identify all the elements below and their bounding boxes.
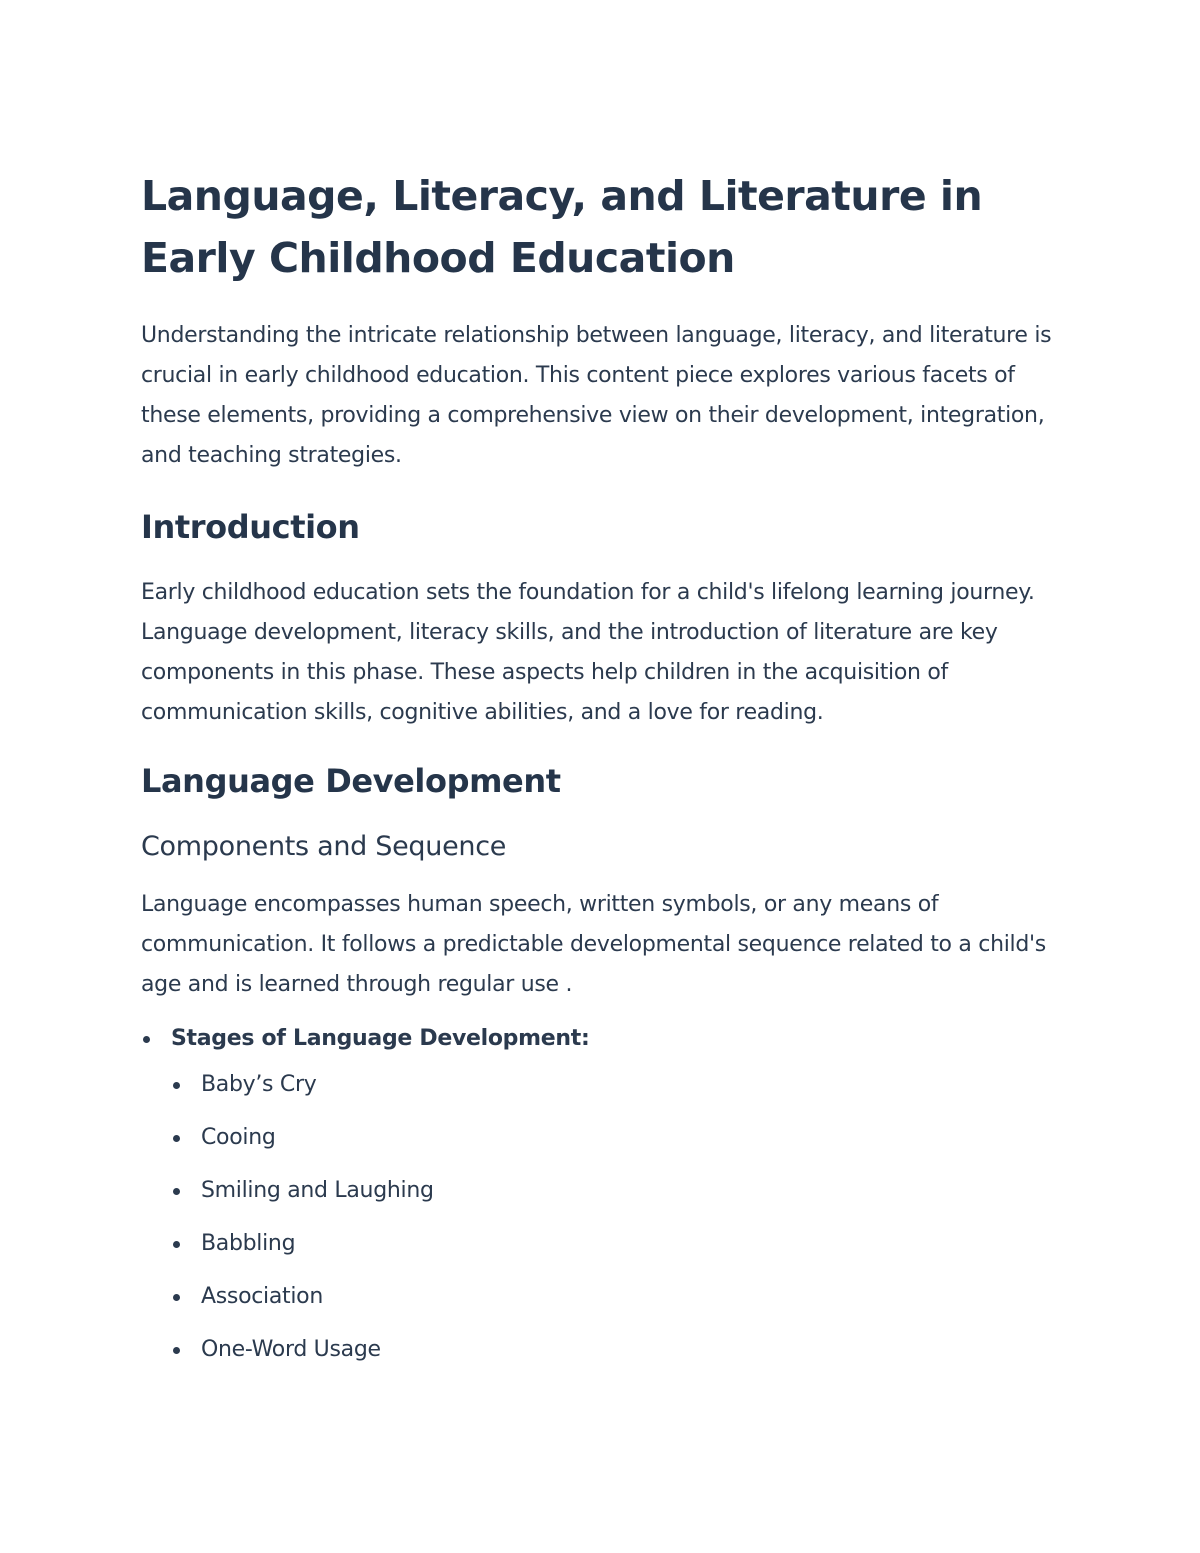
bullet-icon: [173, 1135, 180, 1142]
list-item: [171, 1277, 1066, 1317]
stage-label: Association: [201, 1284, 323, 1309]
stages-list-label: Stages of Language Development:: [171, 1026, 590, 1051]
list-item: [171, 1118, 1066, 1158]
stage-label: Baby’s Cry: [201, 1072, 317, 1097]
introduction-heading: Introduction: [141, 508, 360, 546]
list-item: [171, 1330, 1066, 1370]
introduction-paragraph: Early childhood education sets the foundation for a child's lifelong learning journey. Language development, literacy skills, and the introduction of literature are key components in this phase. These aspects help children in the acquisition of communication skills, cognitive abilities, and a love for reading.: [141, 580, 1035, 725]
bullet-icon: [173, 1188, 180, 1195]
list-item: [171, 1224, 1066, 1264]
bullet-icon: [143, 1036, 150, 1043]
components-sequence-subheading: Components and Sequence: [141, 831, 507, 862]
intro-paragraph: Understanding the intricate relationship between language, literacy, and literature is crucial in early childhood education. This content piece explores various facets of these elements, providing a comprehensive view on their development, integration, and teaching strategies.: [141, 323, 1052, 468]
list-item: [171, 1065, 1066, 1105]
bullet-icon: [173, 1347, 180, 1354]
stages-sublist: [171, 1065, 1066, 1370]
document-page: [141, 165, 1066, 1383]
stages-list: [141, 1019, 1066, 1370]
stage-label: One-Word Usage: [201, 1337, 381, 1362]
language-paragraph: Language encompasses human speech, written symbols, or any means of communication. It follows a predictable developmental sequence related to a child's age and is learned through regular use .: [141, 892, 1046, 997]
list-item: [171, 1171, 1066, 1211]
bullet-icon: [173, 1241, 180, 1248]
bullet-icon: [173, 1082, 180, 1089]
stage-label: Cooing: [201, 1125, 276, 1150]
language-development-heading: Language Development: [141, 762, 561, 800]
bullet-icon: [173, 1294, 180, 1301]
stage-label: Babbling: [201, 1231, 296, 1256]
document-title: Language, Literacy, and Literature in Early Childhood Education: [141, 172, 983, 282]
list-item: [141, 1019, 1066, 1370]
stage-label: Smiling and Laughing: [201, 1178, 434, 1203]
